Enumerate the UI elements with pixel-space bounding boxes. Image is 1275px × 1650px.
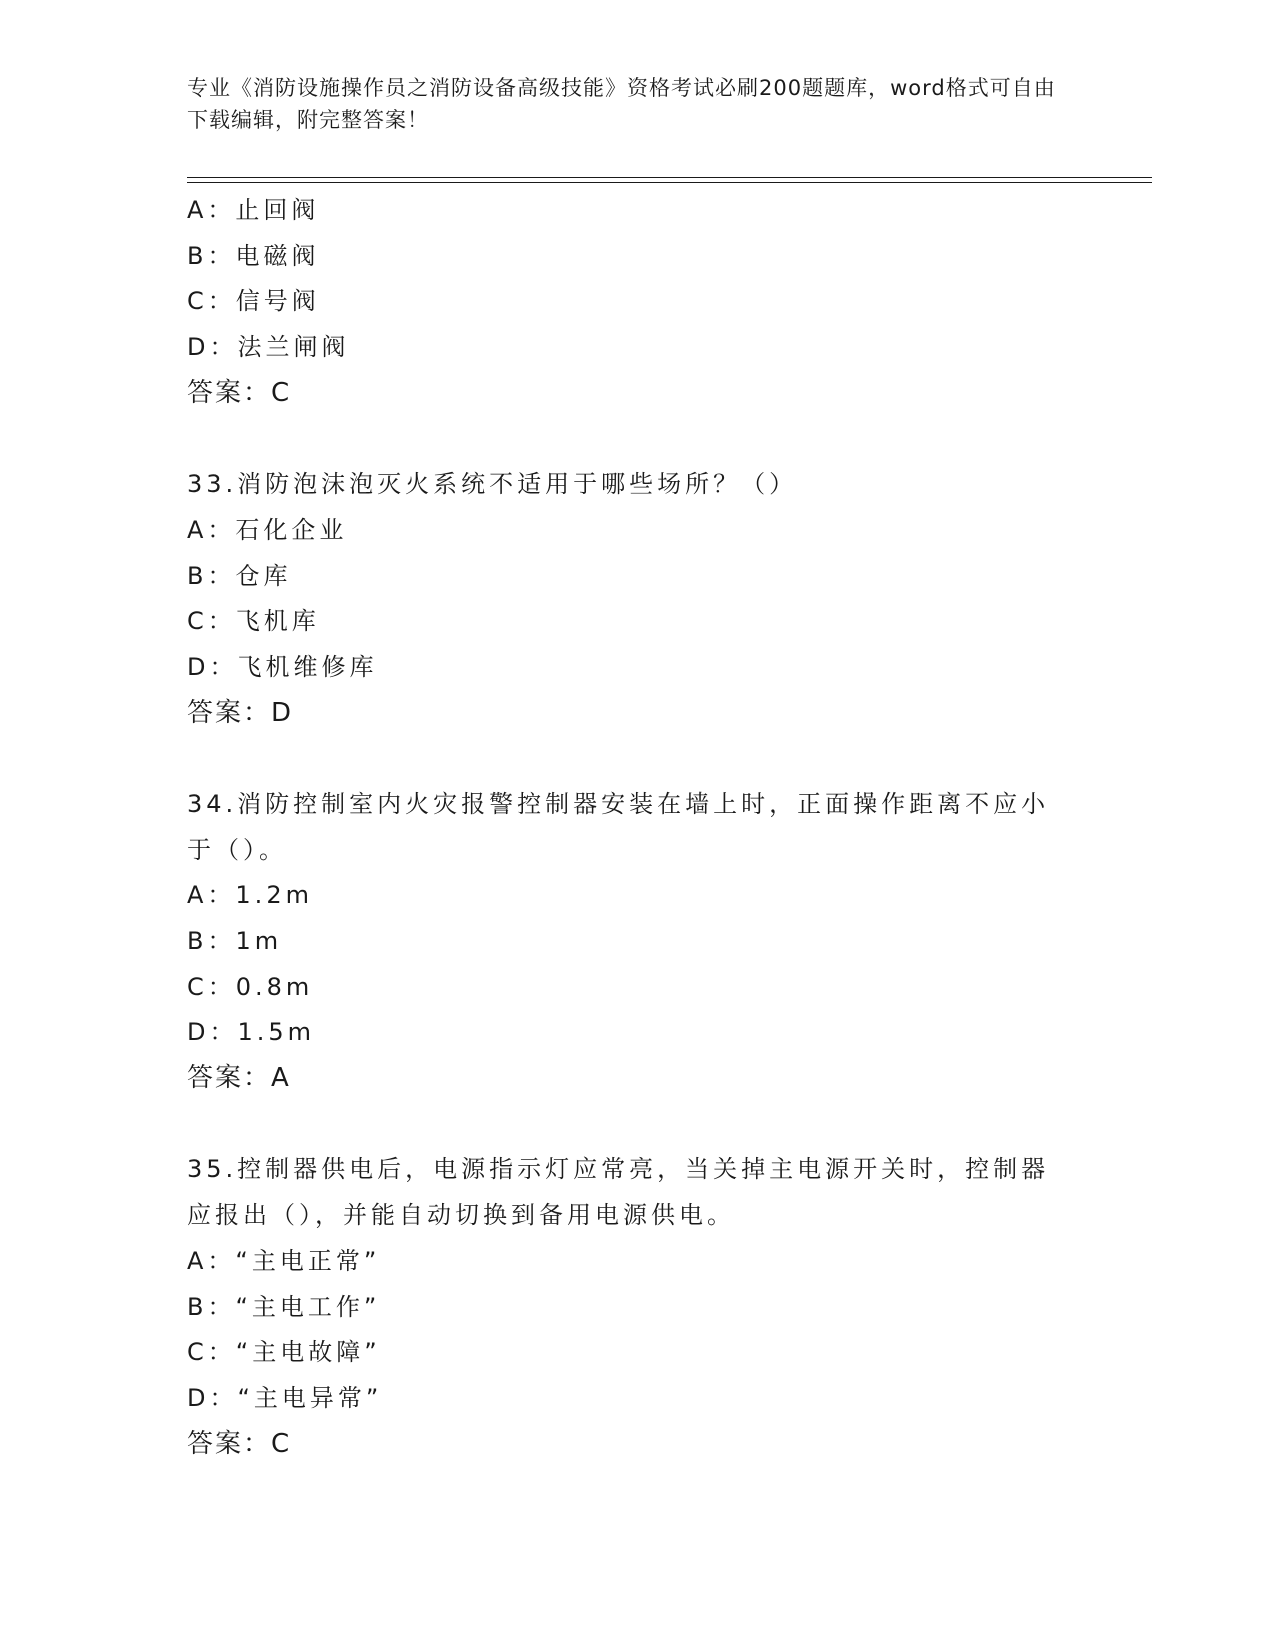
- option-b: B：1m: [187, 927, 283, 956]
- question-list: [187, 188, 1087, 1467]
- answer: 答案：D: [187, 697, 294, 728]
- option-b: B：“主电工作”: [187, 1292, 381, 1321]
- answer: 答案：C: [187, 1428, 292, 1459]
- option-b: B：电磁阀: [187, 241, 320, 270]
- option-d: D：1.5m: [187, 1018, 316, 1047]
- question-34-block: [187, 782, 1087, 1102]
- option-c: C：飞机库: [187, 607, 320, 636]
- question-33-block: [187, 462, 1087, 736]
- option-d: D：“主电异常”: [187, 1383, 383, 1412]
- option-c: C：信号阀: [187, 287, 320, 316]
- option-a: A：“主电正常”: [187, 1246, 381, 1275]
- header-divider-bottom: [187, 182, 1152, 183]
- question-35-block: [187, 1147, 1087, 1467]
- answer: 答案：C: [187, 377, 292, 408]
- option-c: C：0.8m: [187, 972, 314, 1001]
- option-a: A：止回阀: [187, 196, 320, 224]
- question-text: 33.消防泡沫泡灭火系统不适用于哪些场所？（）: [187, 470, 798, 499]
- answer: 答案：A: [187, 1063, 291, 1094]
- question-32-block: [187, 188, 1087, 416]
- option-d: D：飞机维修库: [187, 652, 378, 681]
- option-d: D：法兰闸阀: [187, 333, 350, 362]
- option-a: A：石化企业: [187, 515, 348, 544]
- option-c: C：“主电故障”: [187, 1338, 381, 1367]
- document-header: 专业《消防设施操作员之消防设备高级技能》资格考试必刷200题题库，word格式可自由下载编辑，附完整答案！: [187, 76, 1056, 132]
- question-text: 35.控制器供电后，电源指示灯应常亮，当关掉主电源开关时，控制器应报出（），并能自动切换到备用电源供电。: [187, 1155, 1050, 1230]
- header-divider-top: [187, 177, 1152, 178]
- option-b: B：仓库: [187, 561, 292, 590]
- question-text: 34.消防控制室内火灾报警控制器安装在墙上时，正面操作距离不应小于（）。: [187, 789, 1050, 864]
- option-a: A：1.2m: [187, 881, 313, 910]
